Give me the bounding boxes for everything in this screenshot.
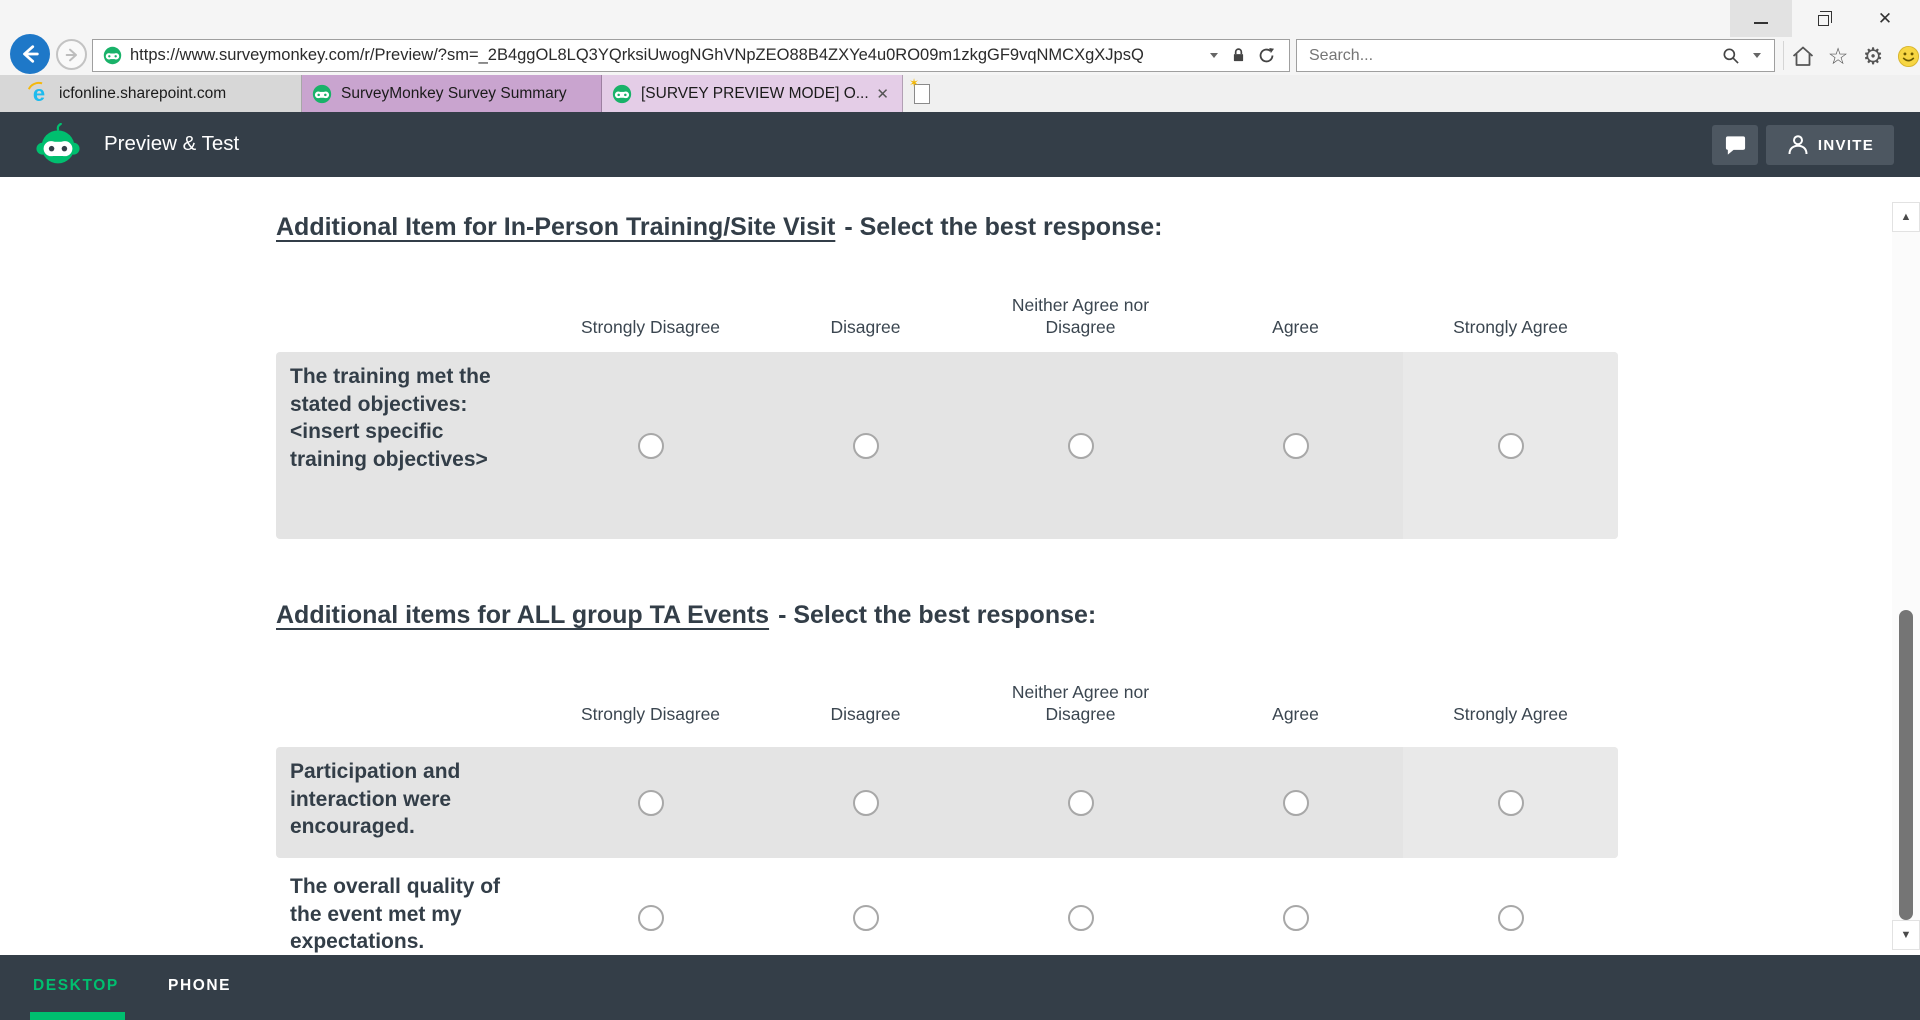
back-arrow-icon [19, 43, 41, 65]
option-cell [1403, 747, 1618, 858]
radio-button[interactable] [1283, 790, 1309, 816]
survey-preview-content [0, 177, 1920, 1020]
search-input[interactable] [1307, 46, 1716, 66]
browser-tabbar [0, 75, 1920, 112]
window-controls [1730, 0, 1916, 37]
invite-label: INVITE [1817, 136, 1875, 154]
tab-sharepoint[interactable] [0, 75, 302, 112]
search-dropdown-caret-icon[interactable] [1753, 53, 1761, 58]
radio-button[interactable] [1068, 433, 1094, 459]
new-tab-button[interactable] [903, 75, 941, 112]
radio-button[interactable] [638, 433, 664, 459]
tab-label: [SURVEY PREVIEW MODE] O... [641, 84, 869, 102]
home-icon[interactable] [1790, 43, 1816, 69]
close-button[interactable] [1854, 0, 1916, 37]
heading-underlined-text: Additional items for ALL group TA Events [276, 601, 770, 629]
refresh-icon[interactable] [1257, 46, 1276, 65]
heading-underlined-text: Additional Item for In-Person Training/Site Visit [276, 213, 836, 241]
surveymonkey-favicon [103, 46, 122, 65]
chat-bubble-icon [1723, 134, 1748, 157]
radio-button[interactable] [853, 790, 879, 816]
surveymonkey-icon [612, 84, 632, 104]
search-icon[interactable] [1721, 46, 1741, 66]
scroll-up-icon: ▲ [1900, 211, 1912, 223]
column-header: Neither Agree nor Disagree [1011, 295, 1150, 337]
option-cell [1403, 352, 1618, 539]
option-cell [1188, 747, 1403, 858]
option-cell [1188, 352, 1403, 539]
close-icon: ✕ [1877, 9, 1893, 28]
option-cell [758, 747, 973, 858]
heading-rest-text: - Select the best response: [844, 213, 1163, 241]
address-bar[interactable] [92, 39, 1290, 72]
settings-gear-icon[interactable]: ⚙ [1862, 42, 1884, 69]
column-header: Strongly Disagree [580, 704, 721, 724]
new-tab-page-icon: ✶ [914, 84, 930, 104]
column-header: Neither Agree nor Disagree [1011, 682, 1150, 724]
active-tab-underline [30, 1012, 125, 1020]
question-heading-2 [276, 601, 1096, 630]
search-box[interactable] [1296, 39, 1775, 72]
device-preview-bar [0, 955, 1920, 1020]
row-label: The overall quality of the event met my expectations. [290, 875, 501, 953]
tab-close-icon[interactable]: ✕ [876, 85, 889, 103]
url-text[interactable]: https://www.surveymonkey.com/r/Preview/?sm=_2B4ggOL8LQ3YQrksiUwogNGhVNpZEO88B4ZXYe4u0RO09m1zkgGF9vqNMCXgXJpsQ [130, 46, 1144, 64]
option-cell [543, 352, 758, 539]
matrix-column-headers [543, 290, 1619, 338]
radio-button[interactable] [853, 905, 879, 931]
window-titlebar [0, 0, 1920, 37]
matrix-row [276, 352, 1618, 539]
restore-icon [1818, 15, 1829, 26]
tab-phone[interactable]: PHONE [168, 977, 232, 994]
tab-label: icfonline.sharepoint.com [59, 84, 227, 102]
row-label: The training met the stated objectives: <insert specific training objectives> [290, 365, 491, 471]
column-header: Strongly Disagree [580, 317, 721, 337]
tab-survey-summary[interactable] [302, 75, 602, 112]
tab-survey-preview-active[interactable] [602, 75, 903, 112]
tab-desktop[interactable]: DESKTOP [33, 977, 119, 994]
internet-explorer-icon: e [28, 82, 50, 106]
option-cell [543, 747, 758, 858]
column-header: Disagree [830, 317, 901, 337]
radio-button[interactable] [1068, 790, 1094, 816]
scrollbar-thumb[interactable] [1899, 610, 1913, 920]
matrix-column-headers [543, 677, 1619, 725]
column-header: Disagree [830, 704, 901, 724]
option-cell [973, 352, 1188, 539]
invite-button[interactable] [1766, 125, 1894, 165]
column-header: Agree [1272, 317, 1319, 337]
option-cell [758, 352, 973, 539]
scroll-up-button[interactable] [1892, 202, 1920, 232]
forward-button[interactable] [56, 39, 87, 70]
radio-button[interactable] [1498, 433, 1524, 459]
option-cell [973, 747, 1188, 858]
browser-navbar [0, 37, 1920, 75]
feedback-smiley-icon[interactable] [1895, 43, 1920, 69]
heading-rest-text: - Select the best response: [778, 601, 1097, 629]
page-title: Preview & Test [104, 132, 240, 155]
matrix-row [276, 747, 1618, 858]
url-dropdown-caret-icon[interactable] [1210, 53, 1218, 58]
radio-button[interactable] [1283, 905, 1309, 931]
column-header: Agree [1272, 704, 1319, 724]
column-header: Strongly Agree [1453, 317, 1568, 337]
page-scrollbar[interactable] [1892, 202, 1920, 950]
radio-button[interactable] [638, 790, 664, 816]
person-icon [1786, 133, 1810, 157]
minimize-button[interactable] [1730, 0, 1792, 37]
surveymonkey-logo-icon[interactable] [36, 123, 80, 167]
surveymonkey-header [0, 112, 1920, 177]
tab-label: SurveyMonkey Survey Summary [341, 84, 567, 102]
radio-button[interactable] [638, 905, 664, 931]
restore-button[interactable] [1792, 0, 1854, 37]
radio-button[interactable] [1283, 433, 1309, 459]
column-header: Strongly Agree [1453, 704, 1568, 724]
radio-button[interactable] [1068, 905, 1094, 931]
chat-button[interactable] [1712, 125, 1758, 165]
row-label: Participation and interaction were encouraged. [290, 760, 461, 838]
toolbar-separator [1783, 41, 1784, 70]
scroll-down-icon: ▼ [1900, 929, 1912, 941]
scroll-down-button[interactable] [1892, 920, 1920, 950]
question-heading-1 [276, 213, 1162, 242]
minimize-icon [1754, 22, 1768, 24]
radio-button[interactable] [1498, 790, 1524, 816]
radio-button[interactable] [1498, 905, 1524, 931]
forward-arrow-icon [64, 47, 80, 63]
favorites-star-icon[interactable]: ☆ [1827, 42, 1849, 69]
surveymonkey-icon [312, 84, 332, 104]
radio-button[interactable] [853, 433, 879, 459]
lock-icon [1230, 46, 1247, 65]
back-button[interactable] [10, 34, 50, 74]
browser-toolbar-icons [1790, 37, 1920, 75]
